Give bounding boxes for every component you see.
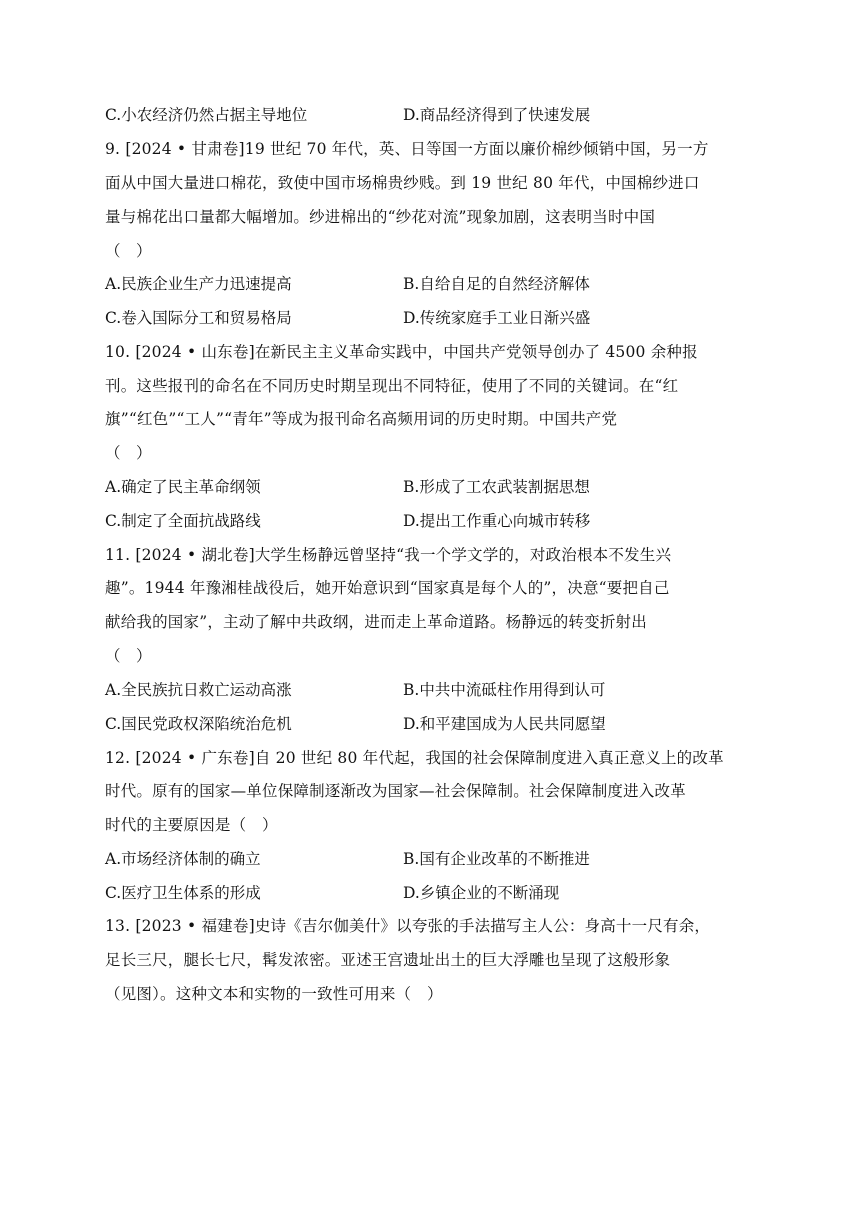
option-c: C.小农经济仍然占据主导地位 bbox=[105, 106, 308, 124]
question-text-line: 足长三尺，腿长七尺，髯发浓密。亚述王宫遗址出土的巨大浮雕也呈现了这般形象 bbox=[105, 951, 671, 969]
question-text-line: 12. [2024 • 广东卷]自 20 世纪 80 年代起，我国的社会保障制度进入真正意义上的改革 bbox=[105, 749, 724, 767]
question-text-line: 9. [2024 • 甘肃卷]19 世纪 70 年代，英、日等国一方面以廉价棉纱倾销中国，另一方 bbox=[105, 140, 709, 158]
question-text-line: 旗”“红色”“工人”“青年”等成为报刊命名高频用词的历史时期。中国共产党 bbox=[105, 410, 618, 428]
question-text-line: 献给我的国家”，主动了解中共政纲，进而走上革命道路。杨静远的转变折射出 bbox=[105, 613, 647, 631]
question-text-line: 面从中国大量进口棉花，致使中国市场棉贵纱贱。到 19 世纪 80 年代，中国棉纱进口 bbox=[105, 174, 700, 192]
answer-blank: （ ） bbox=[105, 242, 152, 260]
option-c: C.国民党政权深陷统治危机 bbox=[105, 715, 292, 733]
question-text-line: 时代的主要原因是（ ） bbox=[105, 816, 278, 834]
question-text-line: （见图）。这种文本和实物的一致性可用来（ ） bbox=[105, 985, 443, 1003]
prev-options-row bbox=[105, 104, 755, 126]
question-text-line: 时代。原有的国家—单位保障制逐渐改为国家—社会保障制。社会保障制度进入改革 bbox=[105, 782, 686, 800]
option-b: B.自给自足的自然经济解体 bbox=[403, 275, 590, 293]
option-c: C.制定了全面抗战路线 bbox=[105, 512, 261, 530]
option-a: A.确定了民主革命纲领 bbox=[105, 478, 261, 496]
question-text-line: 趣”。1944 年豫湘桂战役后，她开始意识到“国家真是每个人的”，决意“要把自己 bbox=[105, 579, 670, 597]
options-row bbox=[105, 273, 755, 295]
option-a: A.民族企业生产力迅速提高 bbox=[105, 275, 292, 293]
question-text-line: 量与棉花出口量都大幅增加。纱进棉出的“纱花对流”现象加剧，这表明当时中国 bbox=[105, 208, 656, 226]
option-d: D.传统家庭手工业日渐兴盛 bbox=[403, 309, 591, 327]
options-row bbox=[105, 510, 755, 532]
question-text-line: 13. [2023 • 福建卷]史诗《吉尔伽美什》以夸张的手法描写主人公：身高十一尺有余， bbox=[105, 917, 711, 935]
answer-blank: （ ） bbox=[105, 647, 152, 665]
options-row bbox=[105, 882, 755, 904]
options-row bbox=[105, 476, 755, 498]
options-row bbox=[105, 307, 755, 329]
option-d: D.商品经济得到了快速发展 bbox=[403, 106, 591, 124]
question-text-line: 11. [2024 • 湖北卷]大学生杨静远曾坚持“我一个学文学的，对政治根本不发生兴 bbox=[105, 546, 672, 564]
option-b: B.中共中流砥柱作用得到认可 bbox=[403, 681, 606, 699]
option-c: C.卷入国际分工和贸易格局 bbox=[105, 309, 292, 327]
options-row bbox=[105, 848, 755, 870]
question-text-line: 刊。这些报刊的命名在不同历史时期呈现出不同特征，使用了不同的关键词。在“红 bbox=[105, 377, 679, 395]
options-row bbox=[105, 679, 755, 701]
option-a: A.全民族抗日救亡运动高涨 bbox=[105, 681, 292, 699]
answer-blank: （ ） bbox=[105, 444, 152, 462]
option-d: D.和平建国成为人民共同愿望 bbox=[403, 715, 606, 733]
options-row bbox=[105, 713, 755, 735]
option-b: B.国有企业改革的不断推进 bbox=[403, 850, 590, 868]
option-a: A.市场经济体制的确立 bbox=[105, 850, 261, 868]
option-b: B.形成了工农武装割据思想 bbox=[403, 478, 590, 496]
option-c: C.医疗卫生体系的形成 bbox=[105, 884, 261, 902]
option-d: D.提出工作重心向城市转移 bbox=[403, 512, 591, 530]
question-text-line: 10. [2024 • 山东卷]在新民主主义革命实践中，中国共产党领导创办了 4500 余种报 bbox=[105, 343, 698, 361]
option-d: D.乡镇企业的不断涌现 bbox=[403, 884, 560, 902]
